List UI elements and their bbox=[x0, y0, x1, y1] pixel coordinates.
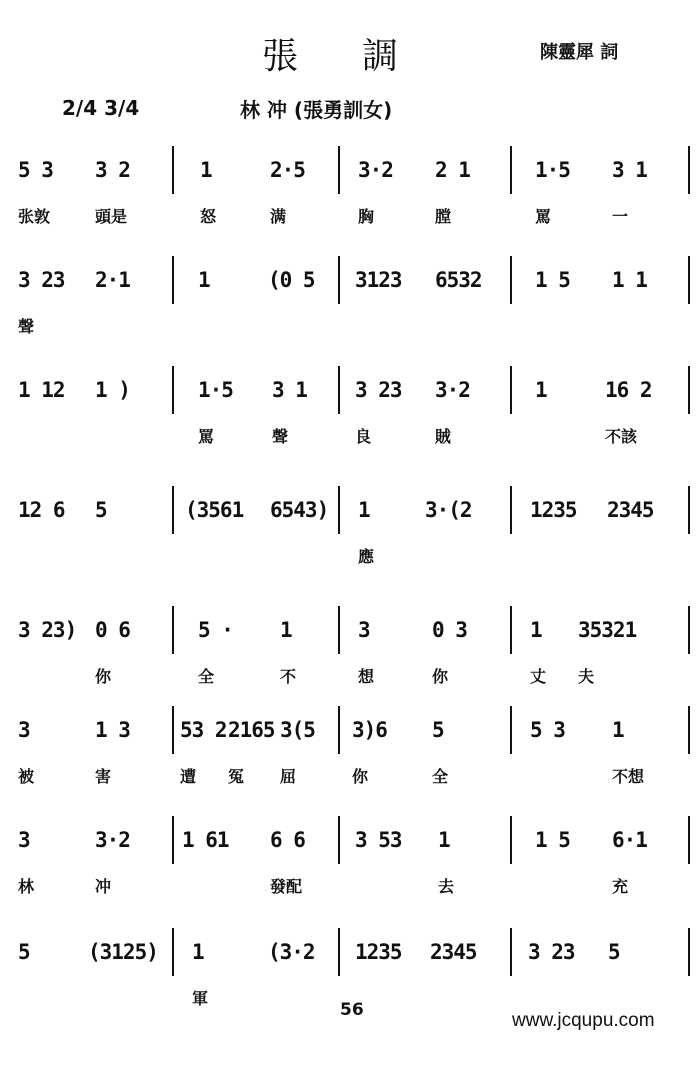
bar-line bbox=[338, 928, 340, 976]
lyric: 頭是 bbox=[95, 207, 128, 226]
lyric: 聲 bbox=[272, 427, 289, 446]
note-group: 3·(2 bbox=[425, 498, 472, 522]
note-group: 2345 bbox=[430, 940, 477, 964]
note-group: 5 bbox=[95, 498, 107, 522]
note-group: 5 bbox=[18, 940, 30, 964]
note-group: 3 bbox=[358, 618, 370, 642]
note-group: 3(5 bbox=[280, 718, 315, 742]
note-group: 6·1 bbox=[612, 828, 647, 852]
note-group: 3 1 bbox=[612, 158, 647, 182]
note-group: 3 1 bbox=[272, 378, 307, 402]
lyric: 賊 bbox=[435, 427, 452, 446]
note-group: 3 bbox=[18, 718, 30, 742]
lyric: 罵 bbox=[535, 207, 552, 226]
bar-line bbox=[172, 366, 174, 414]
bar-line bbox=[510, 816, 512, 864]
lyric: 膛 bbox=[435, 207, 452, 226]
note-group: (3561 bbox=[185, 498, 244, 522]
note-group: 1 bbox=[200, 158, 212, 182]
note-group: 2165 bbox=[228, 718, 275, 742]
lyric: 罵 bbox=[198, 427, 215, 446]
note-group: 6532 bbox=[435, 268, 482, 292]
bar-line bbox=[688, 256, 690, 304]
lyric: 不想 bbox=[612, 767, 645, 786]
bar-line bbox=[172, 606, 174, 654]
lyric: 林 bbox=[18, 877, 35, 896]
note-group: 12 6 bbox=[18, 498, 65, 522]
note-group: 3123 bbox=[355, 268, 402, 292]
bar-line bbox=[510, 146, 512, 194]
lyric: 冲 bbox=[95, 877, 112, 896]
note-group: 1 12 bbox=[18, 378, 65, 402]
note-group: 6543) bbox=[270, 498, 329, 522]
note-group: 1 bbox=[530, 618, 542, 642]
bar-line bbox=[338, 256, 340, 304]
note-group: 5 bbox=[608, 940, 620, 964]
bar-line bbox=[338, 486, 340, 534]
bar-line bbox=[688, 606, 690, 654]
bar-line bbox=[338, 816, 340, 864]
note-group: 3 23) bbox=[18, 618, 77, 642]
note-group: 1235 bbox=[530, 498, 577, 522]
lyric: 想 bbox=[358, 667, 375, 686]
page-number: 56 bbox=[340, 1000, 364, 1020]
bar-line bbox=[688, 146, 690, 194]
lyric: 不 bbox=[280, 667, 297, 686]
note-group: 5 bbox=[432, 718, 444, 742]
note-group: 1·5 bbox=[198, 378, 233, 402]
note-group: 3 bbox=[18, 828, 30, 852]
note-group: 1 61 bbox=[182, 828, 229, 852]
note-group: 2 1 bbox=[435, 158, 470, 182]
note-group: 1 bbox=[535, 378, 547, 402]
author-credit: 陳靈犀 詞 bbox=[540, 42, 619, 63]
note-group: 5 3 bbox=[530, 718, 565, 742]
bar-line bbox=[510, 706, 512, 754]
lyric: 怒 bbox=[200, 207, 217, 226]
bar-line bbox=[172, 146, 174, 194]
note-group: 3·2 bbox=[358, 158, 393, 182]
note-group: 2345 bbox=[607, 498, 654, 522]
note-group: 1 3 bbox=[95, 718, 130, 742]
lyric: 你 bbox=[352, 767, 369, 786]
lyric: 不該 bbox=[605, 427, 638, 446]
note-group: 1 bbox=[612, 718, 624, 742]
lyric: 應 bbox=[358, 547, 375, 566]
note-group: (3·2 bbox=[268, 940, 315, 964]
note-group: 16 2 bbox=[605, 378, 652, 402]
note-group: 2·1 bbox=[95, 268, 130, 292]
note-group: 35321 bbox=[578, 618, 637, 642]
bar-line bbox=[172, 486, 174, 534]
bar-line bbox=[338, 606, 340, 654]
note-group: 0 6 bbox=[95, 618, 130, 642]
lyric: 發配 bbox=[270, 877, 303, 896]
bar-line bbox=[510, 928, 512, 976]
bar-line bbox=[688, 928, 690, 976]
piece-subtitle: 林 冲 (張勇訓女) bbox=[240, 98, 393, 122]
note-group: 5 3 bbox=[18, 158, 53, 182]
bar-line bbox=[172, 256, 174, 304]
lyric: 屈 bbox=[280, 767, 297, 786]
note-group: 3·2 bbox=[435, 378, 470, 402]
lyric: 张敦 bbox=[18, 207, 51, 226]
lyric: 满 bbox=[270, 207, 287, 226]
lyric: 良 bbox=[355, 427, 372, 446]
note-group: 1 5 bbox=[535, 268, 570, 292]
note-group: 1 bbox=[358, 498, 370, 522]
lyric: 聲 bbox=[18, 317, 35, 336]
lyric: 害 bbox=[95, 767, 112, 786]
bar-line bbox=[688, 366, 690, 414]
lyric: 遭 bbox=[180, 767, 197, 786]
note-group: 6 6 bbox=[270, 828, 305, 852]
lyric: 全 bbox=[198, 667, 215, 686]
lyric: 丈 bbox=[530, 667, 547, 686]
note-group: 3 2 bbox=[95, 158, 130, 182]
lyric: 軍 bbox=[192, 989, 209, 1008]
note-group: 1 bbox=[280, 618, 292, 642]
lyric: 全 bbox=[432, 767, 449, 786]
note-group: 3 23 bbox=[355, 378, 402, 402]
bar-line bbox=[510, 486, 512, 534]
note-group: 2·5 bbox=[270, 158, 305, 182]
note-group: 3 23 bbox=[528, 940, 575, 964]
note-group: 1235 bbox=[355, 940, 402, 964]
page-title: 張調 bbox=[262, 36, 463, 77]
note-group: (0 5 bbox=[268, 268, 315, 292]
bar-line bbox=[510, 256, 512, 304]
lyric: 去 bbox=[438, 877, 455, 896]
bar-line bbox=[688, 486, 690, 534]
bar-line bbox=[338, 146, 340, 194]
note-group: 53 2 bbox=[180, 718, 227, 742]
bar-line bbox=[688, 706, 690, 754]
bar-line bbox=[338, 366, 340, 414]
note-group: 1 ) bbox=[95, 378, 130, 402]
bar-line bbox=[172, 706, 174, 754]
note-group: 1 bbox=[198, 268, 210, 292]
lyric: 充 bbox=[612, 877, 629, 896]
note-group: 3 23 bbox=[18, 268, 65, 292]
note-group: 1·5 bbox=[535, 158, 570, 182]
bar-line bbox=[510, 366, 512, 414]
bar-line bbox=[510, 606, 512, 654]
note-group: 0 3 bbox=[432, 618, 467, 642]
lyric: 被 bbox=[18, 767, 35, 786]
note-group: 1 bbox=[192, 940, 204, 964]
note-group: (3125) bbox=[88, 940, 158, 964]
note-group: 5 · bbox=[198, 618, 233, 642]
lyric: 一 bbox=[612, 207, 629, 226]
lyric: 你 bbox=[95, 667, 112, 686]
note-group: 1 1 bbox=[612, 268, 647, 292]
bar-line bbox=[688, 816, 690, 864]
note-group: 3·2 bbox=[95, 828, 130, 852]
lyric: 胸 bbox=[358, 207, 375, 226]
note-group: 1 5 bbox=[535, 828, 570, 852]
lyric: 夫 bbox=[578, 667, 595, 686]
bar-line bbox=[338, 706, 340, 754]
bar-line bbox=[172, 816, 174, 864]
note-group: 3 53 bbox=[355, 828, 402, 852]
watermark: www.jcqupu.com bbox=[512, 1010, 655, 1031]
time-signature: 2/4 3/4 bbox=[62, 96, 140, 120]
lyric: 冤 bbox=[228, 767, 245, 786]
note-group: 3)6 bbox=[352, 718, 387, 742]
lyric: 你 bbox=[432, 667, 449, 686]
bar-line bbox=[172, 928, 174, 976]
note-group: 1 bbox=[438, 828, 450, 852]
